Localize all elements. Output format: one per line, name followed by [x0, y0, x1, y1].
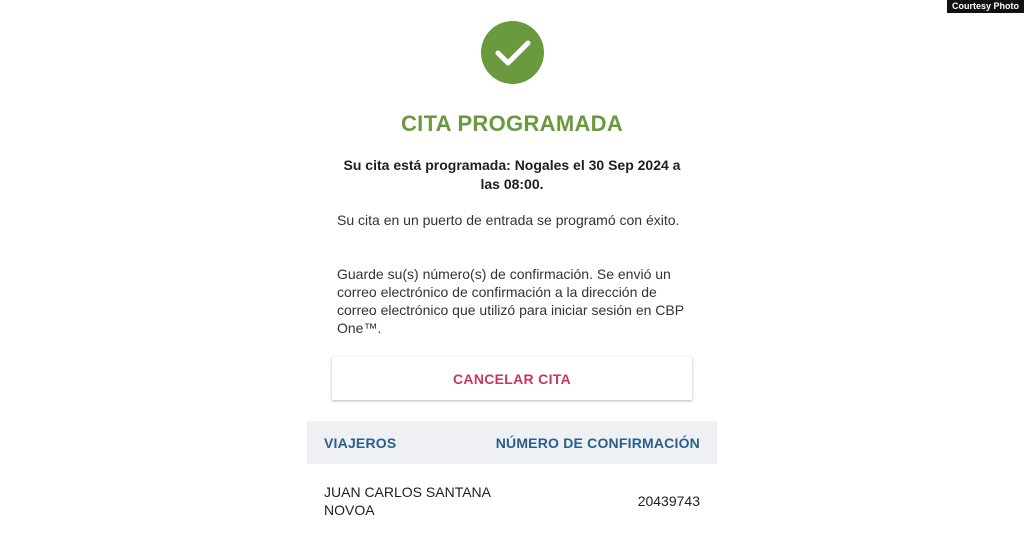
cancel-appointment-button[interactable]: CANCELAR CITA [332, 357, 692, 400]
success-message: Su cita en un puerto de entrada se programó con éxito. [337, 212, 680, 228]
page-title: CITA PROGRAMADA [400, 111, 624, 136]
travelers-column-header: VIAJEROS [324, 434, 397, 451]
traveler-name: JUAN CARLOS SANTANA NOVOA [324, 484, 491, 518]
confirmation-column-header: NÚMERO DE CONFIRMACIÓN [495, 434, 700, 451]
confirmation-number: 20439743 [637, 493, 700, 509]
scheduled-message: Su cita está programada: Nogales el 30 Sep 2024 a las 08:00. [343, 157, 681, 192]
check-icon [495, 39, 531, 67]
travelers-table-header [307, 421, 717, 464]
success-check-icon [481, 21, 544, 84]
courtesy-photo-label: Courtesy Photo [947, 0, 1024, 13]
confirmation-note: Guarde su(s) número(s) de confirmación. Se envió un correo electrónico de confirmación a la dirección de correo electrónico que utilizó para iniciar sesión en CBP One™. [337, 266, 684, 336]
table-row [307, 483, 717, 519]
